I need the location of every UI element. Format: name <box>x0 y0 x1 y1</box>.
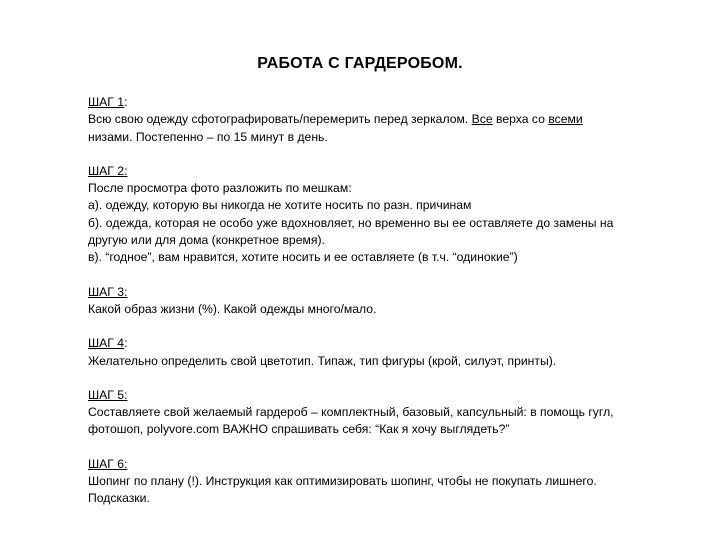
step-4-heading-colon: : <box>124 336 128 351</box>
step-5-line-2: фотошоп, polyvore.com ВАЖНО спрашивать себя: “Как я хочу выглядеть?” <box>88 422 510 437</box>
step-4-line-1: Желательно определить свой цветотип. Типаж, тип фигуры (крой, силуэт, принты). <box>88 353 557 368</box>
step-4 <box>88 335 678 370</box>
step-2-line-1: После просмотра фото разложить по мешкам: <box>88 181 352 196</box>
step-4-heading-label: ШАГ 4 <box>88 336 125 351</box>
step-1 <box>88 94 678 146</box>
step-3-line-1: Какой образ жизни (%). Какой одежды много/мало. <box>88 301 377 316</box>
step-5 <box>88 387 678 439</box>
document-body <box>88 94 678 525</box>
step-2-heading: ШАГ 2: <box>88 163 128 178</box>
step-1-line-1-text-a: Всю свою одежду сфотографировать/перемерить перед зеркалом. <box>88 112 472 127</box>
step-2-line-3: б). одежда, которая не особо уже вдохновляет, но временно вы ее оставляете до замены на <box>88 215 614 230</box>
step-2-line-2: а). одежду, которую вы никогда не хотите носить по разн. причинам <box>88 198 472 213</box>
step-3-heading: ШАГ 3: <box>88 284 128 299</box>
step-2 <box>88 163 678 267</box>
step-1-line-1-underlined-1: Все <box>471 112 493 127</box>
step-6 <box>88 456 678 508</box>
step-1-heading <box>88 94 678 111</box>
step-6-heading: ШАГ 6: <box>88 456 128 471</box>
step-1-heading-colon: : <box>124 95 128 109</box>
step-5-line-1: Составляете свой желаемый гардероб – комплектный, базовый, капсульный: в помощь гугл, <box>88 405 614 420</box>
step-1-line-1-underlined-2: всеми <box>548 112 583 127</box>
step-2-line-5: в). “годное”, вам нравится, хотите носить и ее оставляете (в т.ч. “одинокие”) <box>88 250 518 265</box>
step-6-line-2: Подсказки. <box>88 491 150 506</box>
page-title: РАБОТА С ГАРДЕРОБОМ. <box>257 55 463 72</box>
step-1-line-1 <box>88 111 678 128</box>
step-2-line-4: другую или для дома (конкретное время). <box>88 233 325 248</box>
step-1-line-1-text-b: верха со <box>492 112 549 127</box>
step-3 <box>88 284 678 319</box>
step-5-heading: ШАГ 5: <box>88 387 128 402</box>
step-1-heading-label: ШАГ 1 <box>88 95 125 109</box>
step-6-line-1: Шопинг по плану (!). Инструкция как оптимизировать шопинг, чтобы не покупать лишнего. <box>88 474 597 489</box>
step-1-line-2: низами. Постепенно – по 15 минут в день. <box>88 129 328 144</box>
step-4-heading <box>88 335 678 352</box>
